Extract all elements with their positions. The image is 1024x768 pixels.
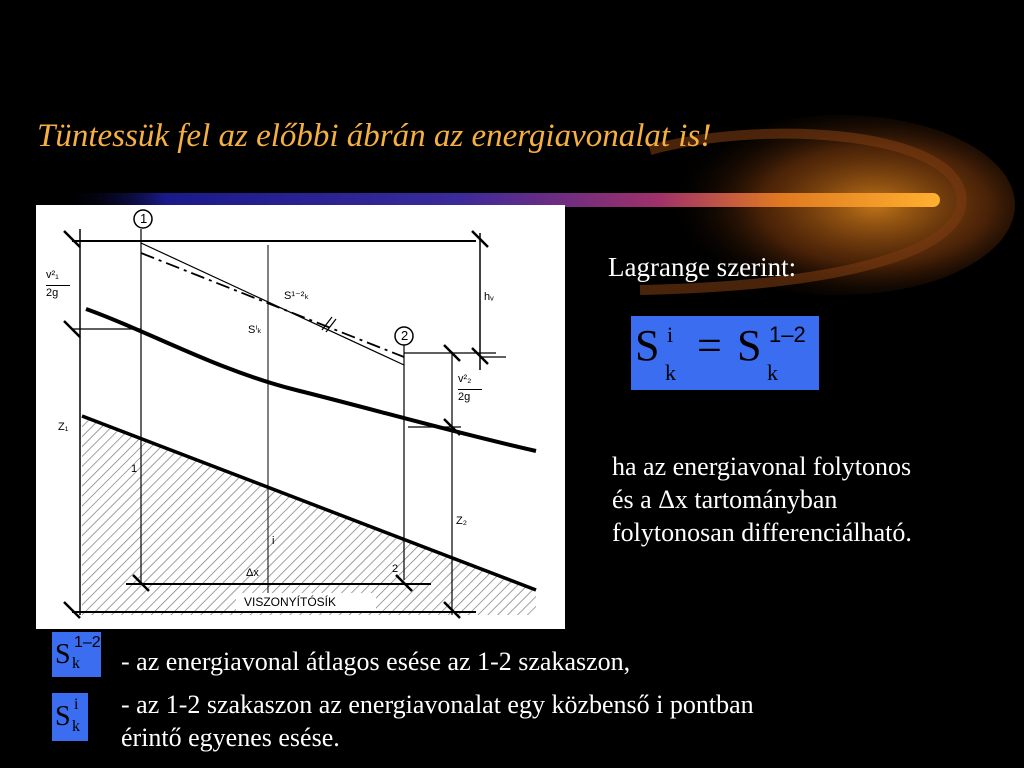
condition-line-3: folytonosan differenciálható. xyxy=(612,518,912,547)
section-2-marker: 2 xyxy=(401,328,409,343)
v1-numerator: v²₁ xyxy=(46,269,59,281)
bed-point-2-label: 2 xyxy=(392,563,399,575)
bed-point-1-label: 1 xyxy=(131,463,138,475)
z1-label: Z₁ xyxy=(58,421,69,433)
dx-label: Δx xyxy=(246,567,259,579)
z2-label: Z₂ xyxy=(456,515,467,527)
v2-numerator: v²₂ xyxy=(458,373,472,385)
eq-rhs-symbol: S xyxy=(737,321,762,370)
eq-lhs-sup: i xyxy=(667,322,674,347)
eq-lhs-sub: k xyxy=(665,360,676,385)
legend-text-s12: - az energiavonal átlagos esése az 1-2 szakaszon, xyxy=(121,647,631,676)
lagrange-equation xyxy=(631,316,819,390)
slide-title: Tüntessük fel az előbbi ábrán az energiavonalat is! xyxy=(37,118,712,154)
hv-label: hᵥ xyxy=(484,291,494,303)
legend-symbol-si: S i k xyxy=(52,693,88,741)
condition-text xyxy=(612,450,1017,549)
s12-label: S¹⁻²ₖ xyxy=(284,290,310,302)
v2-fraction-bar xyxy=(458,389,482,390)
condition-line-1: ha az energiavonal folytonos xyxy=(612,452,912,481)
section-1-marker: 1 xyxy=(140,211,148,226)
eq-lhs-symbol: S xyxy=(635,321,660,370)
v1-denominator: 2g xyxy=(46,287,59,299)
condition-line-2: és a Δx tartományban xyxy=(612,485,838,514)
eq-rhs-sup: 1–2 xyxy=(769,322,806,347)
si-label: Sⁱₖ xyxy=(248,324,262,336)
legend-text-si-line2: érintő egyenes esése. xyxy=(121,723,340,752)
i-label: i xyxy=(272,535,275,547)
legend-text-si-line1: - az 1-2 szakaszon az energiavonalat egy közbenső i pontban xyxy=(121,690,754,719)
legend-symbol-s12: S 1–2 k xyxy=(52,632,101,677)
eq-equals: = xyxy=(697,321,722,370)
hydraulic-diagram xyxy=(36,205,565,629)
lagrange-label: Lagrange szerint: xyxy=(608,252,797,282)
v2-denominator: 2g xyxy=(458,391,471,403)
datum-label: VISZONYÍTÓSÍK xyxy=(244,595,337,609)
eq-rhs-sub: k xyxy=(767,360,778,385)
v1-fraction-bar xyxy=(46,285,70,286)
